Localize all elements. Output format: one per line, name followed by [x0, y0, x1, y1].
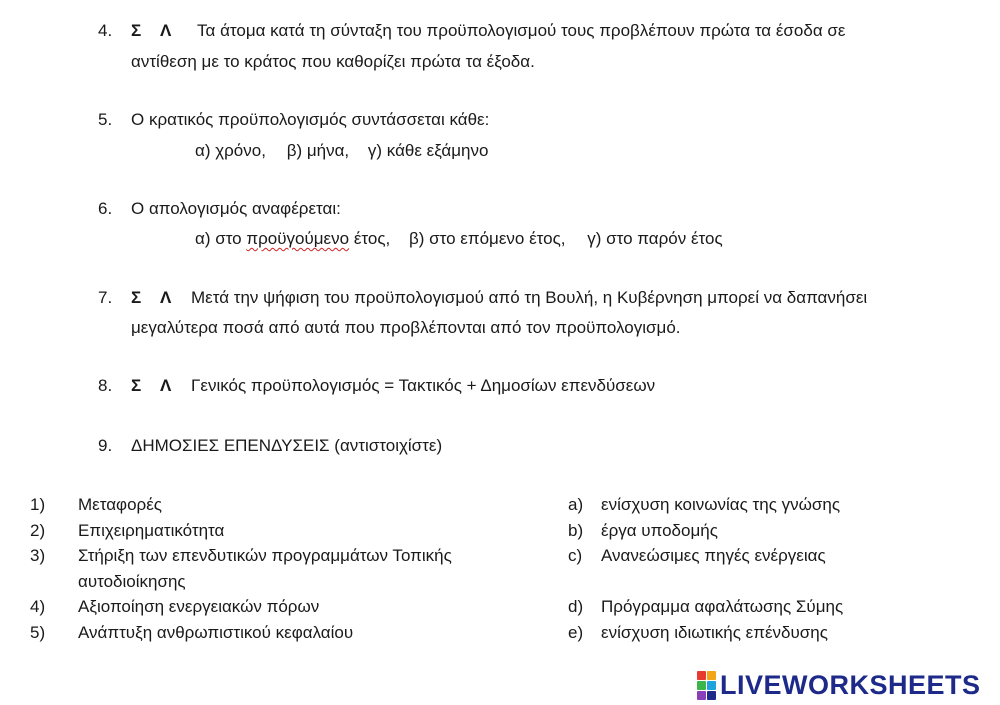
list-item: Πρόγραμμα αφαλάτωσης Σύμης: [601, 597, 844, 616]
question-5-options: [195, 141, 488, 161]
list-item-number: 1): [30, 495, 46, 514]
false-option[interactable]: Λ: [160, 288, 172, 307]
list-item-number: 3): [30, 546, 46, 565]
list-item: Αξιοποίηση ενεργειακών πόρων: [78, 597, 320, 616]
list-item: Επιχειρηματικότητα: [78, 521, 225, 540]
list-item-cont: αυτοδιοίκησης: [78, 572, 186, 591]
true-option[interactable]: Σ: [131, 376, 142, 395]
list-item-letter: a): [568, 495, 584, 514]
question-number: 7.: [98, 288, 113, 307]
question-number: 4.: [98, 21, 113, 40]
logo-block: [697, 681, 706, 690]
liveworksheets-logo: [697, 670, 981, 700]
option-c[interactable]: γ) στο παρόν έτος: [587, 229, 723, 248]
misspelled-word: προϋγούμενο: [246, 229, 350, 248]
logo-block: [697, 671, 706, 680]
list-item: Ανάπτυξη ανθρωπιστικού κεφαλαίου: [78, 623, 354, 642]
list-item: ενίσχυση κοινωνίας της γνώσης: [601, 495, 841, 514]
question-text: Μετά την ψήφιση του προϋπολογισμού από τη Βουλή, η Κυβέρνηση μπορεί να δαπανήσει: [191, 288, 868, 307]
list-item: Ανανεώσιμες πηγές ενέργειας: [601, 546, 826, 565]
logo-text: LIVEWORKSHEETS: [720, 669, 981, 700]
list-item-letter: e): [568, 623, 584, 642]
option-a[interactable]: α) χρόνο,: [195, 141, 266, 160]
question-6-options: [195, 229, 723, 249]
question-number: 6.: [98, 199, 113, 218]
question-number: 5.: [98, 110, 113, 129]
list-item-letter: c): [568, 546, 583, 565]
list-item: έργα υποδομής: [601, 521, 718, 540]
option-b[interactable]: β) στο επόμενο έτος,: [408, 229, 566, 248]
list-item: Στήριξη των επενδυτικών προγραμμάτων Τοπικής: [78, 546, 452, 565]
option-c[interactable]: γ) κάθε εξάμηνο: [367, 141, 489, 160]
list-item: ενίσχυση ιδιωτικής επένδυσης: [601, 623, 828, 642]
question-text: Γενικός προϋπολογισμός = Τακτικός + Δημοσίων επενδύσεων: [191, 376, 656, 395]
logo-block: [707, 681, 716, 690]
question-number: 8.: [98, 376, 113, 395]
option-a-prefix: α) στο: [195, 229, 247, 248]
list-item-letter: d): [568, 597, 584, 616]
question-text: ΔΗΜΟΣΙΕΣ ΕΠΕΝΔΥΣΕΙΣ (αντιστοιχίστε): [131, 436, 443, 455]
logo-block: [697, 691, 706, 700]
true-option[interactable]: Σ: [131, 288, 142, 307]
option-a-suffix: έτος,: [349, 229, 391, 248]
false-option[interactable]: Λ: [160, 21, 172, 40]
list-item-number: 4): [30, 597, 46, 616]
question-text-cont: μεγαλύτερα ποσά από αυτά που προβλέπονται από τον προϋπολογισμό.: [131, 318, 681, 337]
question-text: Ο απολογισμός αναφέρεται:: [131, 199, 341, 218]
list-item-number: 5): [30, 623, 46, 642]
logo-block: [707, 691, 716, 700]
question-number: 9.: [98, 436, 113, 455]
logo-mark-icon: [697, 671, 716, 700]
option-a[interactable]: [195, 229, 390, 248]
question-text: Ο κρατικός προϋπολογισμός συντάσσεται κάθε:: [131, 110, 490, 129]
list-item-letter: b): [568, 521, 584, 540]
false-option[interactable]: Λ: [160, 376, 172, 395]
question-text-cont: αντίθεση με το κράτος που καθορίζει πρώτα τα έξοδα.: [131, 52, 535, 71]
true-option[interactable]: Σ: [131, 21, 142, 40]
list-item: Μεταφορές: [78, 495, 162, 514]
question-text: Τα άτομα κατά τη σύνταξη του προϋπολογισμού τους προβλέπουν πρώτα τα έσοδα σε: [197, 21, 846, 40]
logo-block: [707, 671, 716, 680]
option-b[interactable]: β) μήνα,: [286, 141, 350, 160]
list-item-number: 2): [30, 521, 46, 540]
